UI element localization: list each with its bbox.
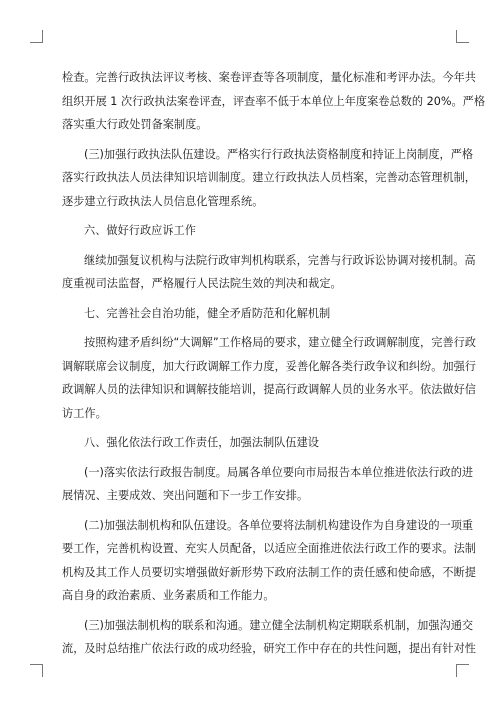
text-line: 调解联席会议制度，加大行政调解工作力度，妥善化解各类行政争议和纠纷。加强行 — [62, 359, 476, 373]
text-line: 度重视司法监督，严格履行人民法院生效的判决和裁定。 — [62, 277, 342, 290]
text-line: 落实行政执法人员法律知识培训制度。建立行政执法人员档案，完善动态管理机制， — [62, 171, 476, 184]
text-line: 访工作。 — [62, 406, 107, 420]
crop-mark-top-right — [456, 30, 469, 43]
text-line: 落实重大行政处罚备案制度。 — [62, 118, 208, 131]
paragraph-communication — [62, 614, 476, 661]
text-line: 检查。完善行政执法评议考核、案卷评查等各项制度，量化标准和考评办法。今年共 — [62, 71, 476, 84]
text-line: 高自身的政治素质、业务素质和工作能力。 — [62, 589, 275, 602]
paragraph-report — [62, 461, 474, 508]
crop-mark-bottom-left — [30, 664, 43, 677]
crop-mark-top-left — [30, 30, 43, 43]
document-body — [62, 66, 486, 661]
text-line: 流，及时总结推广依法行政的成功经验，研究工作中存在的共性问题，提出有针对性 — [62, 642, 476, 655]
text-line: 按照构建矛盾纠纷“大调解”工作格局的要求，建立健全行政调解制度，完善行政 — [84, 336, 476, 349]
paragraph-legal-staff — [62, 514, 476, 608]
heading-text: 六、做好行政应诉工作 — [84, 224, 196, 237]
heading-text: 八、强化依法行政工作责任，加强法制队伍建设 — [84, 436, 319, 449]
section-heading-7 — [62, 302, 440, 326]
text-line: (三)加强行政执法队伍建设。严格实行行政执法资格制度和持证上岗制度，严格 — [84, 147, 474, 161]
text-line: 政调解人员的法律知识和调解技能培训，提高行政调解人员的业务水平。依法做好信 — [62, 383, 476, 396]
section-heading-8 — [62, 431, 440, 455]
heading-text: 七、完善社会自治功能，健全矛盾防范和化解机制 — [84, 306, 331, 320]
text-line: 机构及其工作人员要切实增强做好新形势下政府法制工作的责任感和使命感，不断提 — [62, 565, 476, 579]
paragraph-litigation — [62, 249, 476, 296]
section-heading-6 — [62, 219, 440, 243]
paragraph-inspection — [62, 66, 486, 137]
paragraph-mediation — [62, 331, 476, 425]
text-line: 组织开展 1 次行政执法案卷评查，评查率不低于本单位上年度案卷总数的 20%。严格 — [62, 94, 486, 108]
text-line: (一)落实依法行政报告制度。局属各单位要向市局报告本单位推进依法行政的进 — [84, 465, 474, 479]
text-line: (三)加强法制机构的联系和沟通。建立健全法制机构定期联系机制，加强沟通交 — [84, 618, 474, 632]
text-line: 展情况、主要成效、突出问题和下一步工作安排。 — [62, 489, 309, 502]
crop-mark-bottom-right — [456, 664, 469, 677]
text-line: 要工作，完善机构设置、充实人员配备，以适应全面推进依法行政工作的要求。法制 — [62, 542, 476, 555]
text-line: 逐步建立行政执法人员信息化管理系统。 — [62, 194, 264, 208]
text-line: 继续加强复议机构与法院行政审判机构联系，完善与行政诉讼协调对接机制。高 — [84, 253, 476, 267]
text-line: (二)加强法制机构和队伍建设。各单位要将法制机构建设作为自身建设的一项重 — [84, 518, 474, 532]
paragraph-team-building — [62, 143, 476, 214]
